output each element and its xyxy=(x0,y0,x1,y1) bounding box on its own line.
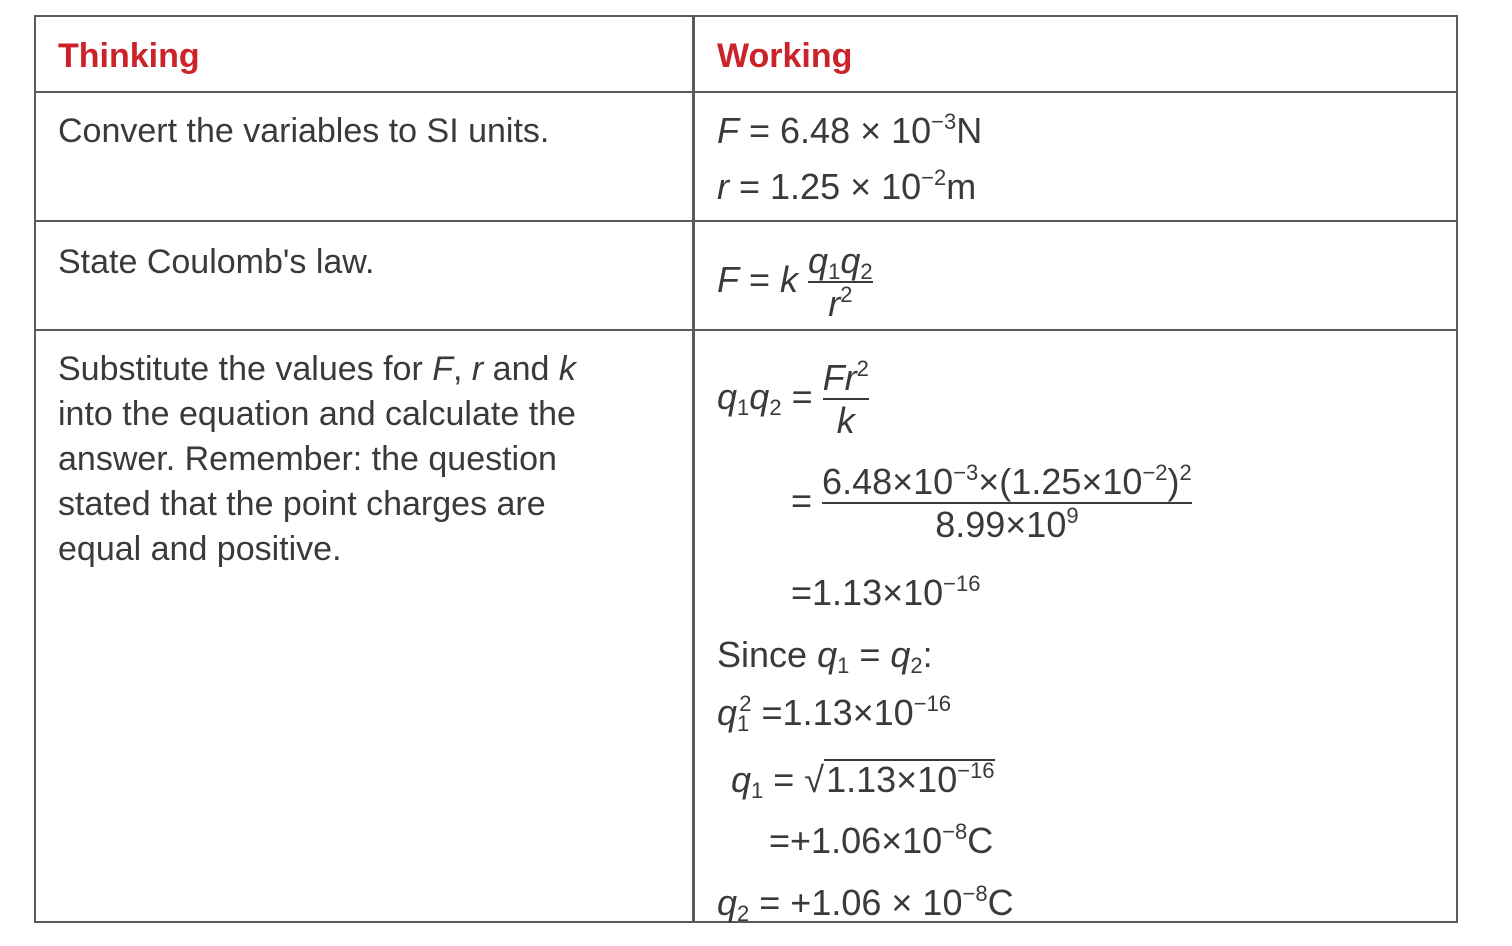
thinking-text: State Coulomb's law. xyxy=(58,243,375,281)
header-working-cell xyxy=(695,17,1456,91)
header-thinking-cell xyxy=(36,17,693,91)
thinking-cell xyxy=(36,93,693,220)
q1-result: $=+1.06\times 10^{-8}C$ xyxy=(769,819,994,861)
header-row xyxy=(36,17,1456,93)
thinking-text: Substitute the values for F, r and k into the equation and calculate the answer. Remember: the question stated that the point charges are equal and positive. xyxy=(58,350,576,568)
worked-example-table xyxy=(34,15,1458,926)
working-cell xyxy=(695,331,1456,925)
q1-square-root: $q_1 = √1.13\times 10^{-16}$ xyxy=(731,758,995,803)
table-row xyxy=(36,222,1456,331)
force-value: $F = 6.48 \times 10^{-3}N$ xyxy=(717,109,983,151)
thinking-cell xyxy=(36,331,693,925)
column-divider xyxy=(692,17,695,921)
substitution-equation: = $\frac{6.48\times 10^{-3}\times(1.25\times 10^{-2})^2}{8.99\times 10^9}$ xyxy=(791,460,1192,546)
header-working: Working xyxy=(717,37,853,75)
coulombs-law-equation: F = k $\frac{q_1q_2}{r^2}$ xyxy=(717,240,873,325)
working-cell xyxy=(695,222,1456,329)
thinking-cell xyxy=(36,222,693,329)
table-row xyxy=(36,331,1456,925)
coulomb-fraction: $\frac{q_1q_2}{r^2}$ xyxy=(808,240,873,325)
table-row xyxy=(36,93,1456,222)
q1-squared: $q_1^2 =1.13\times 10^{-16}$ xyxy=(717,691,952,736)
q2-result: $q_2 = +1.06 \times 10^{-8}C$ xyxy=(717,881,1014,926)
product-result: $=1.13\times 10^{-16}$ xyxy=(791,571,981,613)
equal-charges-statement: Since $q_1 = q_2$: xyxy=(717,634,933,678)
working-cell xyxy=(695,93,1456,220)
header-thinking: Thinking xyxy=(58,37,200,75)
rearranged-equation: $q_1q_2$ = $\frac{Fr^2}{k}$ xyxy=(717,356,869,442)
distance-value: $r = 1.25 \times 10^{-2}m$ xyxy=(717,165,977,207)
thinking-text: Convert the variables to SI units. xyxy=(58,112,550,150)
